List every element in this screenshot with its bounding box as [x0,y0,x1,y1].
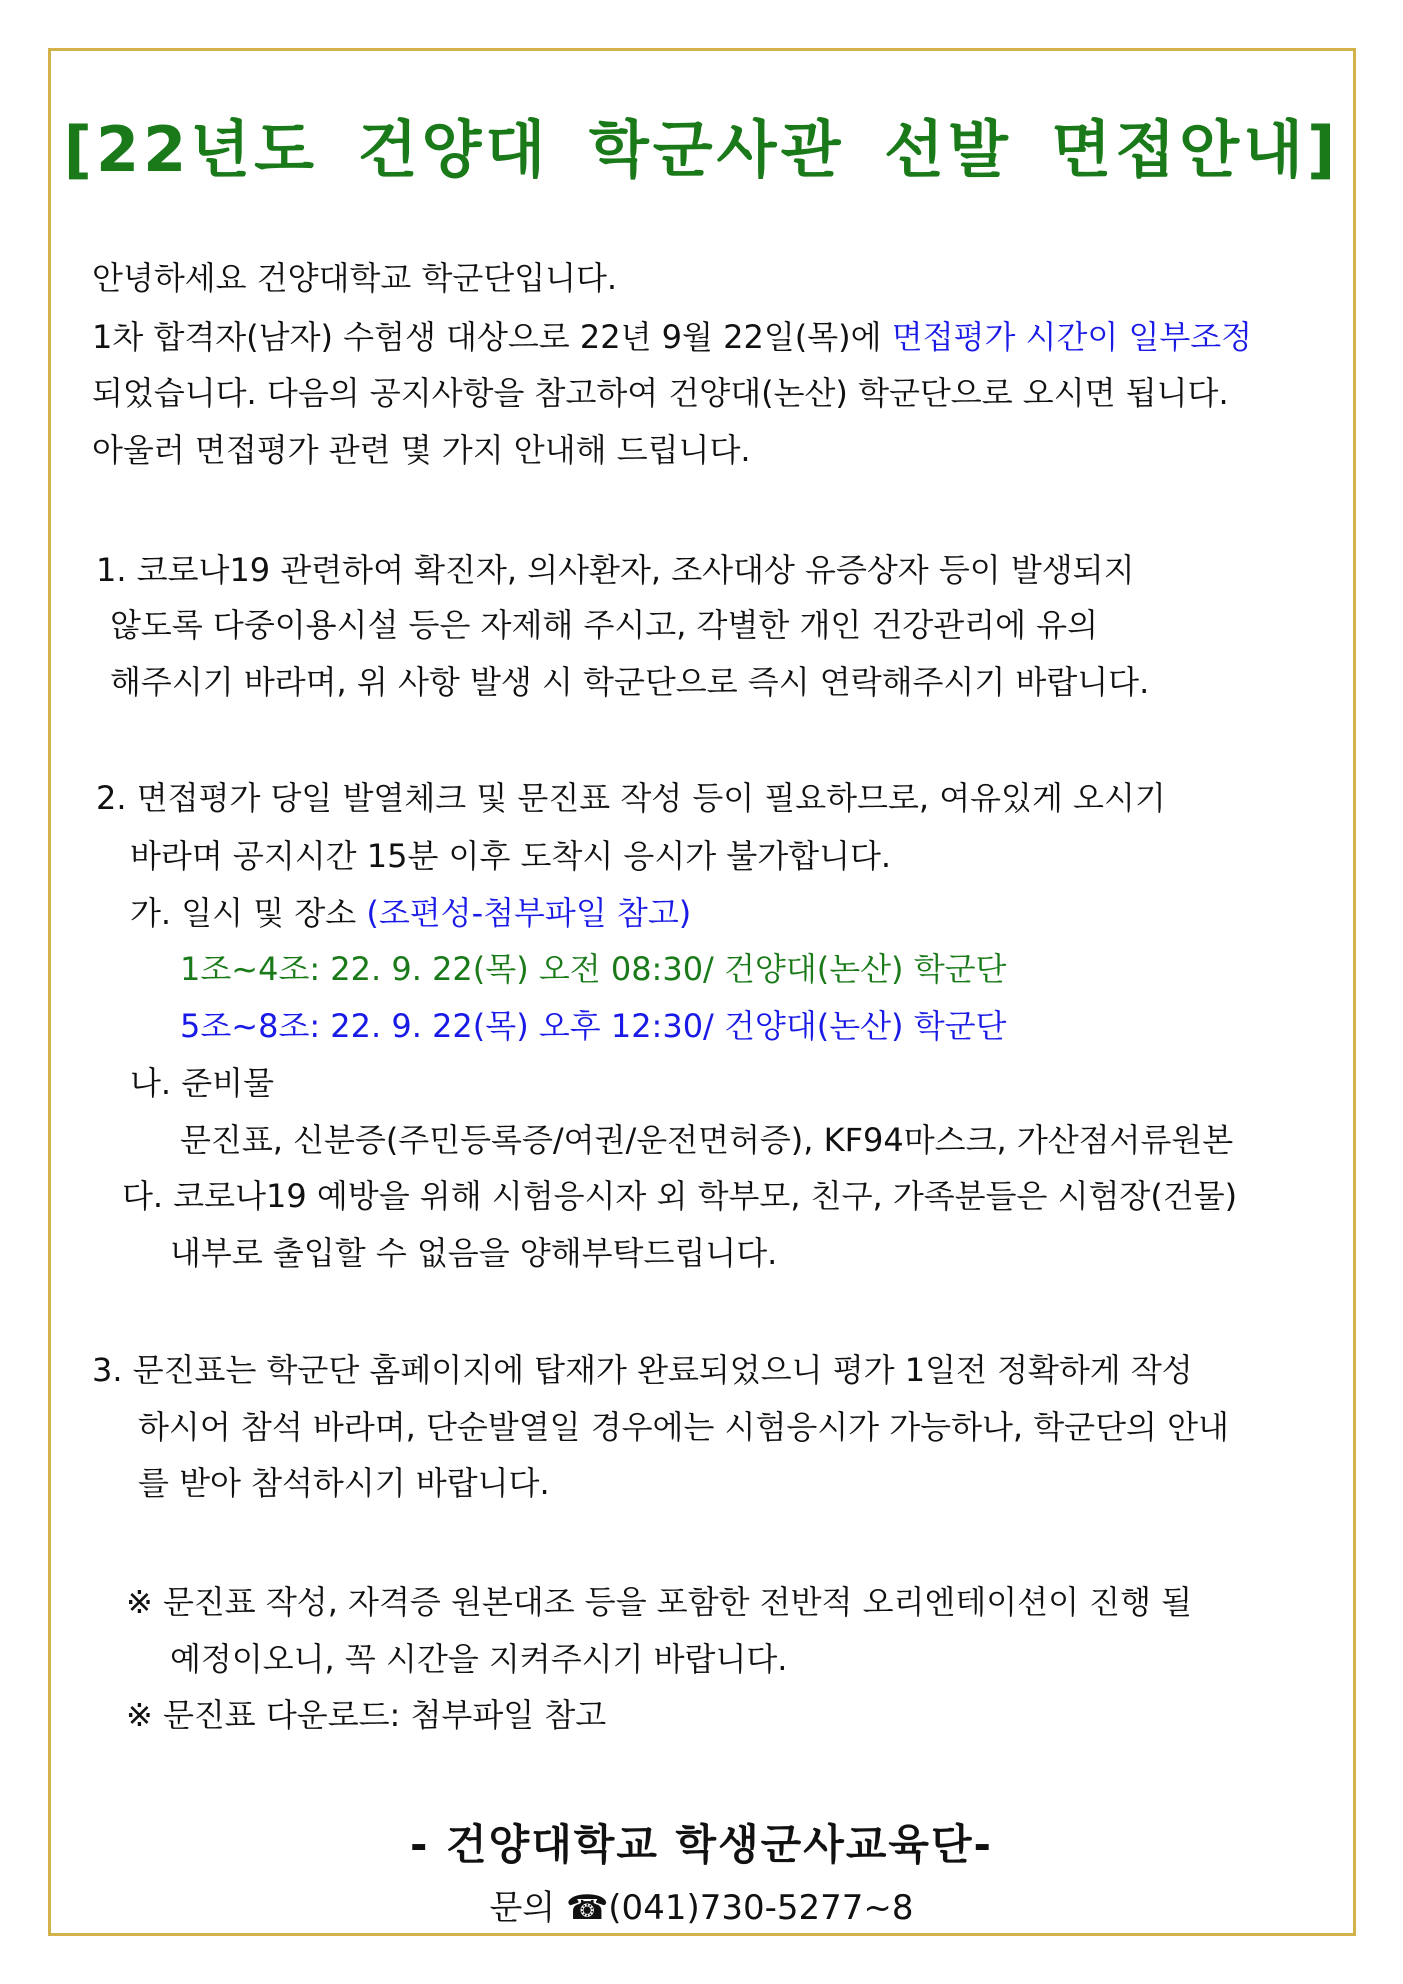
schedule-group-5-8: 5조~8조: 22. 9. 22(목) 오후 12:30/ 건양대(논산) 학군단 [180,1007,1007,1045]
item-2-ga [130,893,691,933]
contact-line [0,1880,1403,1929]
note-1-line-1: ※ 문진표 작성, 자격증 원본대조 등을 포함한 전반적 오리엔테이션이 진행 될 [126,1583,1193,1621]
item-2-ga-label: 가. 일시 및 장소 [130,894,367,932]
intro-line-3: 되었습니다. 다음의 공지사항을 참고하여 건양대(논산) 학군단으로 오시면 됩니다. [92,374,1229,412]
note-2: ※ 문진표 다운로드: 첨부파일 참고 [126,1696,607,1734]
contact-label: 문의 [489,1888,566,1928]
item-2-da-line-2: 내부로 출입할 수 없음을 양해부탁드립니다. [170,1234,778,1272]
item-1-line-3: 해주시기 바라며, 위 사항 발생 시 학군단으로 즉시 연락해주시기 바랍니다. [110,663,1150,701]
supplies-list: 문진표, 신분증(주민등록증/여권/운전면허증), KF94마스크, 가산점서류원본 [180,1121,1234,1159]
item-2-da-line-1: 다. 코로나19 예방을 위해 시험응시자 외 학부모, 친구, 가족분들은 시험장(건물) [122,1177,1238,1215]
note-1-line-2: 예정이오니, 꼭 시간을 지켜주시기 바랍니다. [170,1640,788,1678]
intro-line-2 [92,317,1252,357]
contact-phone: (041)730-5277~8 [608,1888,914,1928]
schedule-change-highlight: 면접평가 시간이 일부조정 [891,318,1253,356]
intro-line-4: 아울러 면접평가 관련 몇 가지 안내해 드립니다. [92,431,751,469]
item-2-line-2: 바라며 공지시간 15분 이후 도착시 응시가 불가합니다. [130,837,892,875]
organization-name: - 건양대학교 학생군사교육단- [410,1820,993,1869]
item-3-line-1: 3. 문진표는 학군단 홈페이지에 탑재가 완료되었으니 평가 1일전 정확하게 작성 [92,1351,1193,1389]
intro-line-2-text: 1차 합격자(남자) 수험생 대상으로 22년 9월 22일(목)에 [92,318,892,356]
item-2-ga-note: (조편성-첨부파일 참고) [366,894,692,932]
item-3-line-3: 를 받아 참석하시기 바랍니다. [138,1464,550,1502]
intro-line-1: 안녕하세요 건양대학교 학군단입니다. [92,259,618,297]
item-2-na: 나. 준비물 [130,1064,274,1102]
schedule-group-1-4: 1조~4조: 22. 9. 22(목) 오전 08:30/ 건양대(논산) 학군단 [180,950,1007,988]
item-1-line-2: 않도록 다중이용시설 등은 자제해 주시고, 각별한 개인 건강관리에 유의 [110,606,1098,644]
page-title: [22년도 건양대 학군사관 선발 면접안내] [63,113,1340,186]
phone-icon: ☎ [565,1888,609,1928]
item-1-line-1: 1. 코로나19 관련하여 확진자, 의사환자, 조사대상 유증상자 등이 발생되지 [96,551,1135,589]
item-3-line-2: 하시어 참석 바라며, 단순발열일 경우에는 시험응시가 가능하나, 학군단의 안내 [138,1408,1229,1446]
item-2-line-1: 2. 면접평가 당일 발열체크 및 문진표 작성 등이 필요하므로, 여유있게 오시기 [96,779,1166,817]
